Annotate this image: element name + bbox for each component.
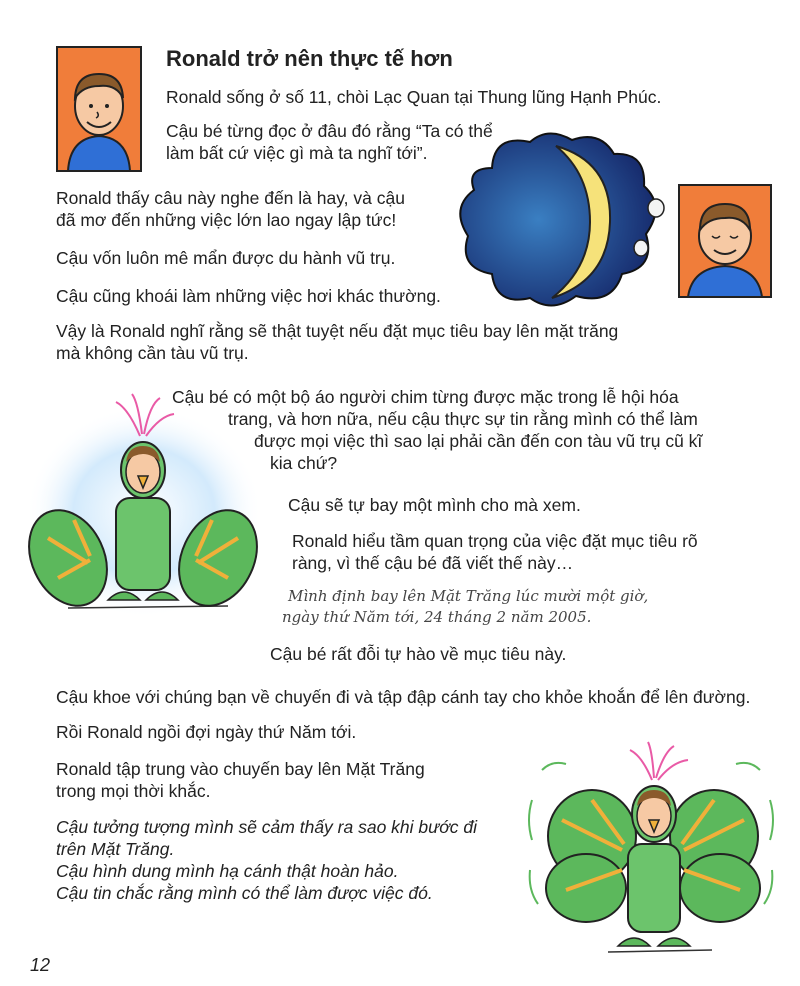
dream-line-6: mà không cần tàu vũ trụ. — [56, 343, 249, 363]
dream-line-4: Cậu cũng khoái làm những việc hơi khác thường. — [56, 286, 441, 306]
page-number: 12 — [30, 955, 51, 975]
costume-line-2: trang, và hơn nữa, nếu cậu thực sự tin rằng mình có thể làm — [228, 409, 698, 429]
imagine-line-1: Cậu tưởng tượng mình sẽ cảm thấy ra sao khi bước đi — [56, 817, 478, 837]
goal-note-line-1: Mình định bay lên Mặt Trăng lúc mười một giờ, — [288, 587, 649, 605]
intro-line-2: Cậu bé từng đọc ở đâu đó rằng “Ta có thể — [166, 121, 493, 141]
goal-note-line-2: ngày thứ Năm tới, 24 tháng 2 năm 2005. — [282, 608, 592, 626]
prepare-line-3: Ronald tập trung vào chuyến bay lên Mặt Trăng — [56, 759, 425, 779]
imagine-line-4: Cậu tin chắc rằng mình có thể làm được việc đó. — [56, 883, 433, 903]
intro-line-1: Ronald sống ở số 11, chòi Lạc Quan tại Thung lũng Hạnh Phúc. — [166, 87, 662, 107]
intro-line-3: làm bất cứ việc gì mà ta nghĩ tới”. — [166, 143, 428, 163]
birdman-flapping-icon — [522, 740, 780, 958]
costume-line-3: được mọi việc thì sao lại phải cần đến con tàu vũ trụ cũ kĩ — [254, 431, 703, 451]
costume-line-5: Cậu sẽ tự bay một mình cho mà xem. — [288, 495, 581, 515]
proud-line: Cậu bé rất đỗi tự hào về mục tiêu này. — [270, 644, 567, 664]
dream-line-2: đã mơ đến những việc lớn lao ngay lập tức! — [56, 210, 397, 230]
dream-line-1: Ronald thấy câu này nghe đến là hay, và cậu — [56, 188, 405, 208]
prepare-line-2: Rồi Ronald ngồi đợi ngày thứ Năm tới. — [56, 722, 357, 742]
sleeping-boy-portrait-icon — [678, 184, 772, 298]
prepare-line-4: trong mọi thời khắc. — [56, 781, 211, 801]
costume-line-7: ràng, vì thế cậu bé đã viết thế này… — [292, 553, 574, 573]
costume-line-1: Cậu bé có một bộ áo người chim từng được mặc trong lễ hội hóa — [172, 387, 679, 407]
page-title: Ronald trở nên thực tế hơn — [166, 46, 453, 71]
boy-portrait-icon — [56, 46, 142, 172]
imagine-line-3: Cậu hình dung mình hạ cánh thật hoàn hảo. — [56, 861, 399, 881]
dream-line-5: Vậy là Ronald nghĩ rằng sẽ thật tuyệt nếu đặt mục tiêu bay lên mặt trăng — [56, 321, 619, 341]
imagine-line-2: trên Mặt Trăng. — [56, 839, 175, 859]
prepare-line-1: Cậu khoe với chúng bạn về chuyến đi và tập đập cánh tay cho khỏe khoắn để lên đường. — [56, 687, 751, 707]
thought-cloud-moon-icon — [452, 128, 678, 314]
dream-line-3: Cậu vốn luôn mê mẩn được du hành vũ trụ. — [56, 248, 396, 268]
costume-line-6: Ronald hiểu tầm quan trọng của việc đặt mục tiêu rõ — [292, 531, 698, 551]
costume-line-4: kia chứ? — [270, 453, 338, 473]
